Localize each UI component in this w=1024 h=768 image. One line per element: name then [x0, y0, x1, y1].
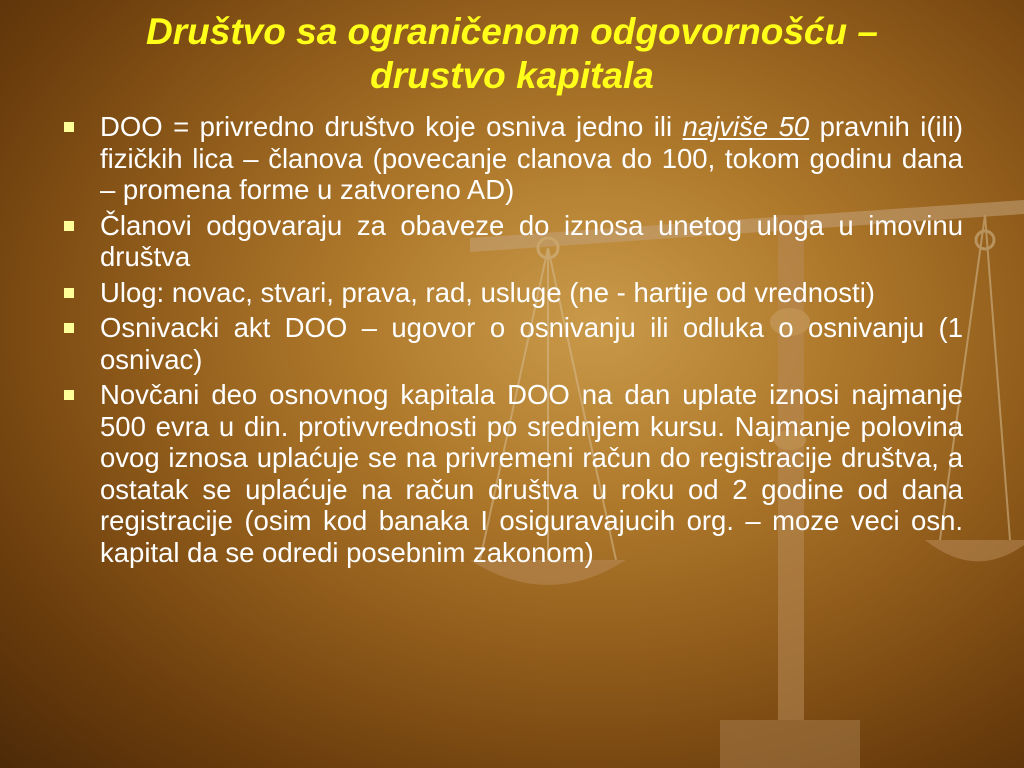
slide-title-line-1: Društvo sa ograničenom odgovornošću –	[146, 11, 878, 52]
bullet-text: Novčani deo osnovnog kapitala DOO na dan uplate iznosi najmanje 500 evra u din. protivvrednosti po srednjem kursu. Najmanje polovina ovog iznosa uplaćuje se na privremeni račun do registracije društva, a ostatak se uplaćuje na račun društva u roku od 2 godine od dana registracije (osim kod banaka I osiguravajucih org. – moze veci osn. kapital da se odredi posebnim zakonom)	[100, 379, 963, 568]
bullet-emphasis: najviše 50	[682, 111, 810, 142]
square-bullet-icon	[64, 122, 74, 132]
bullet-item	[60, 379, 963, 568]
bullet-text-after: pravnih i(ili) fizičkih lica – članova (povecanje clanova do 100, tokom godinu dana – promena forme u zatvoreno AD)	[100, 111, 963, 205]
bullet-item	[60, 111, 963, 206]
bullet-item	[60, 277, 963, 309]
bullet-text: Ulog: novac, stvari, prava, rad, usluge (ne - hartije od vrednosti)	[100, 276, 875, 308]
bullet-text: Članovi odgovaraju za obaveze do iznosa unetog uloga u imovinu društva	[100, 209, 963, 272]
bullet-text-before: DOO = privredno društvo koje osniva jedno ili	[100, 111, 683, 142]
bullet-text: Osnivacki akt DOO – ugovor o osnivanju ili odluka o osnivanju (1 osnivac)	[100, 312, 963, 375]
slide-title	[30, 10, 994, 98]
square-bullet-icon	[64, 390, 74, 400]
square-bullet-icon	[64, 221, 74, 231]
bullet-item	[60, 312, 963, 375]
square-bullet-icon	[64, 323, 74, 333]
bullet-item	[60, 210, 963, 273]
slide-title-line-2: drustvo kapitala	[370, 55, 654, 96]
square-bullet-icon	[64, 288, 74, 298]
bullet-list	[60, 111, 963, 572]
